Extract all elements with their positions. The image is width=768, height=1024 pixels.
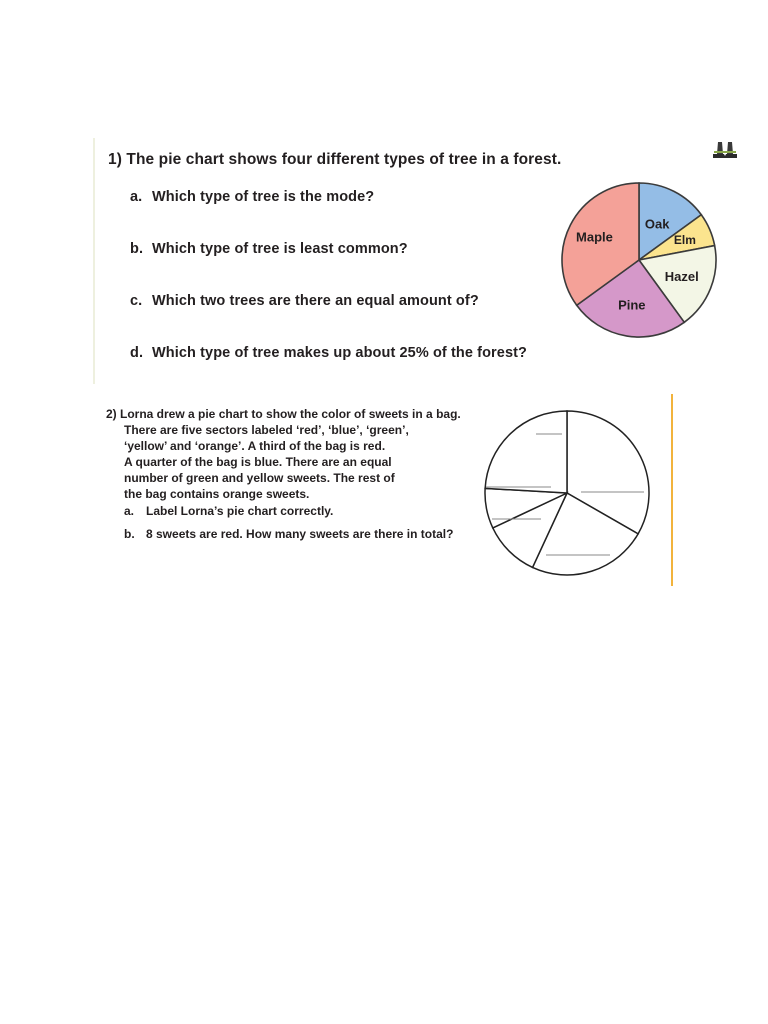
sweets-pie-chart bbox=[478, 410, 658, 580]
right-margin-rule bbox=[671, 394, 673, 586]
q1-question-d bbox=[130, 345, 527, 361]
q2-line-3: ‘yellow’ and ‘orange’. A third of the bag is red. bbox=[124, 439, 386, 453]
q1-question-c bbox=[130, 293, 479, 309]
q1-title: 1) The pie chart shows four different types of tree in a forest. bbox=[108, 151, 562, 168]
q2-question-a-text: Label Lorna’s pie chart correctly. bbox=[146, 504, 334, 518]
q2-question-a-letter: a. bbox=[124, 504, 135, 518]
q1-question-b bbox=[130, 241, 408, 257]
q2-question-b-text: 8 sweets are red. How many sweets are there in total? bbox=[146, 527, 454, 541]
pie-label-hazel: Hazel bbox=[664, 268, 699, 284]
q2-question-b-letter: b. bbox=[124, 527, 135, 541]
blank-pie-slice-5 bbox=[485, 411, 567, 493]
pie-label-elm: Elm bbox=[673, 233, 696, 248]
q1-question-b-letter: b. bbox=[130, 241, 144, 257]
q1-question-b-text: Which type of tree is least common? bbox=[152, 241, 408, 257]
pie-label-pine: Pine bbox=[618, 297, 646, 313]
q1-question-a bbox=[130, 189, 374, 205]
q2-line-5: number of green and yellow sweets. The rest of bbox=[124, 471, 395, 485]
q2-line-6: the bag contains orange sweets. bbox=[124, 487, 310, 501]
pie-label-maple: Maple bbox=[576, 229, 613, 245]
pie-label-oak: Oak bbox=[644, 216, 670, 232]
q1-question-c-text: Which two trees are there an equal amount of? bbox=[152, 293, 479, 309]
q2-question-b bbox=[124, 526, 453, 542]
tree-pie-chart bbox=[555, 180, 725, 340]
q1-question-a-text: Which type of tree is the mode? bbox=[152, 189, 375, 205]
boots-logo-icon bbox=[710, 139, 740, 161]
q1-question-d-letter: d. bbox=[130, 345, 144, 361]
q2-question-a bbox=[124, 503, 333, 519]
q1-question-c-letter: c. bbox=[130, 293, 143, 309]
q2-line-2: There are five sectors labeled ‘red’, ‘blue’, ‘green’, bbox=[124, 423, 409, 437]
q1-question-a-letter: a. bbox=[130, 189, 143, 205]
q2-line-4: A quarter of the bag is blue. There are an equal bbox=[124, 455, 392, 469]
left-margin-rule bbox=[93, 138, 95, 384]
q2-paragraph bbox=[106, 406, 461, 502]
q2-line-1: 2) Lorna drew a pie chart to show the color of sweets in a bag. bbox=[106, 407, 461, 421]
q1-question-d-text: Which type of tree makes up about 25% of the forest? bbox=[152, 345, 528, 361]
